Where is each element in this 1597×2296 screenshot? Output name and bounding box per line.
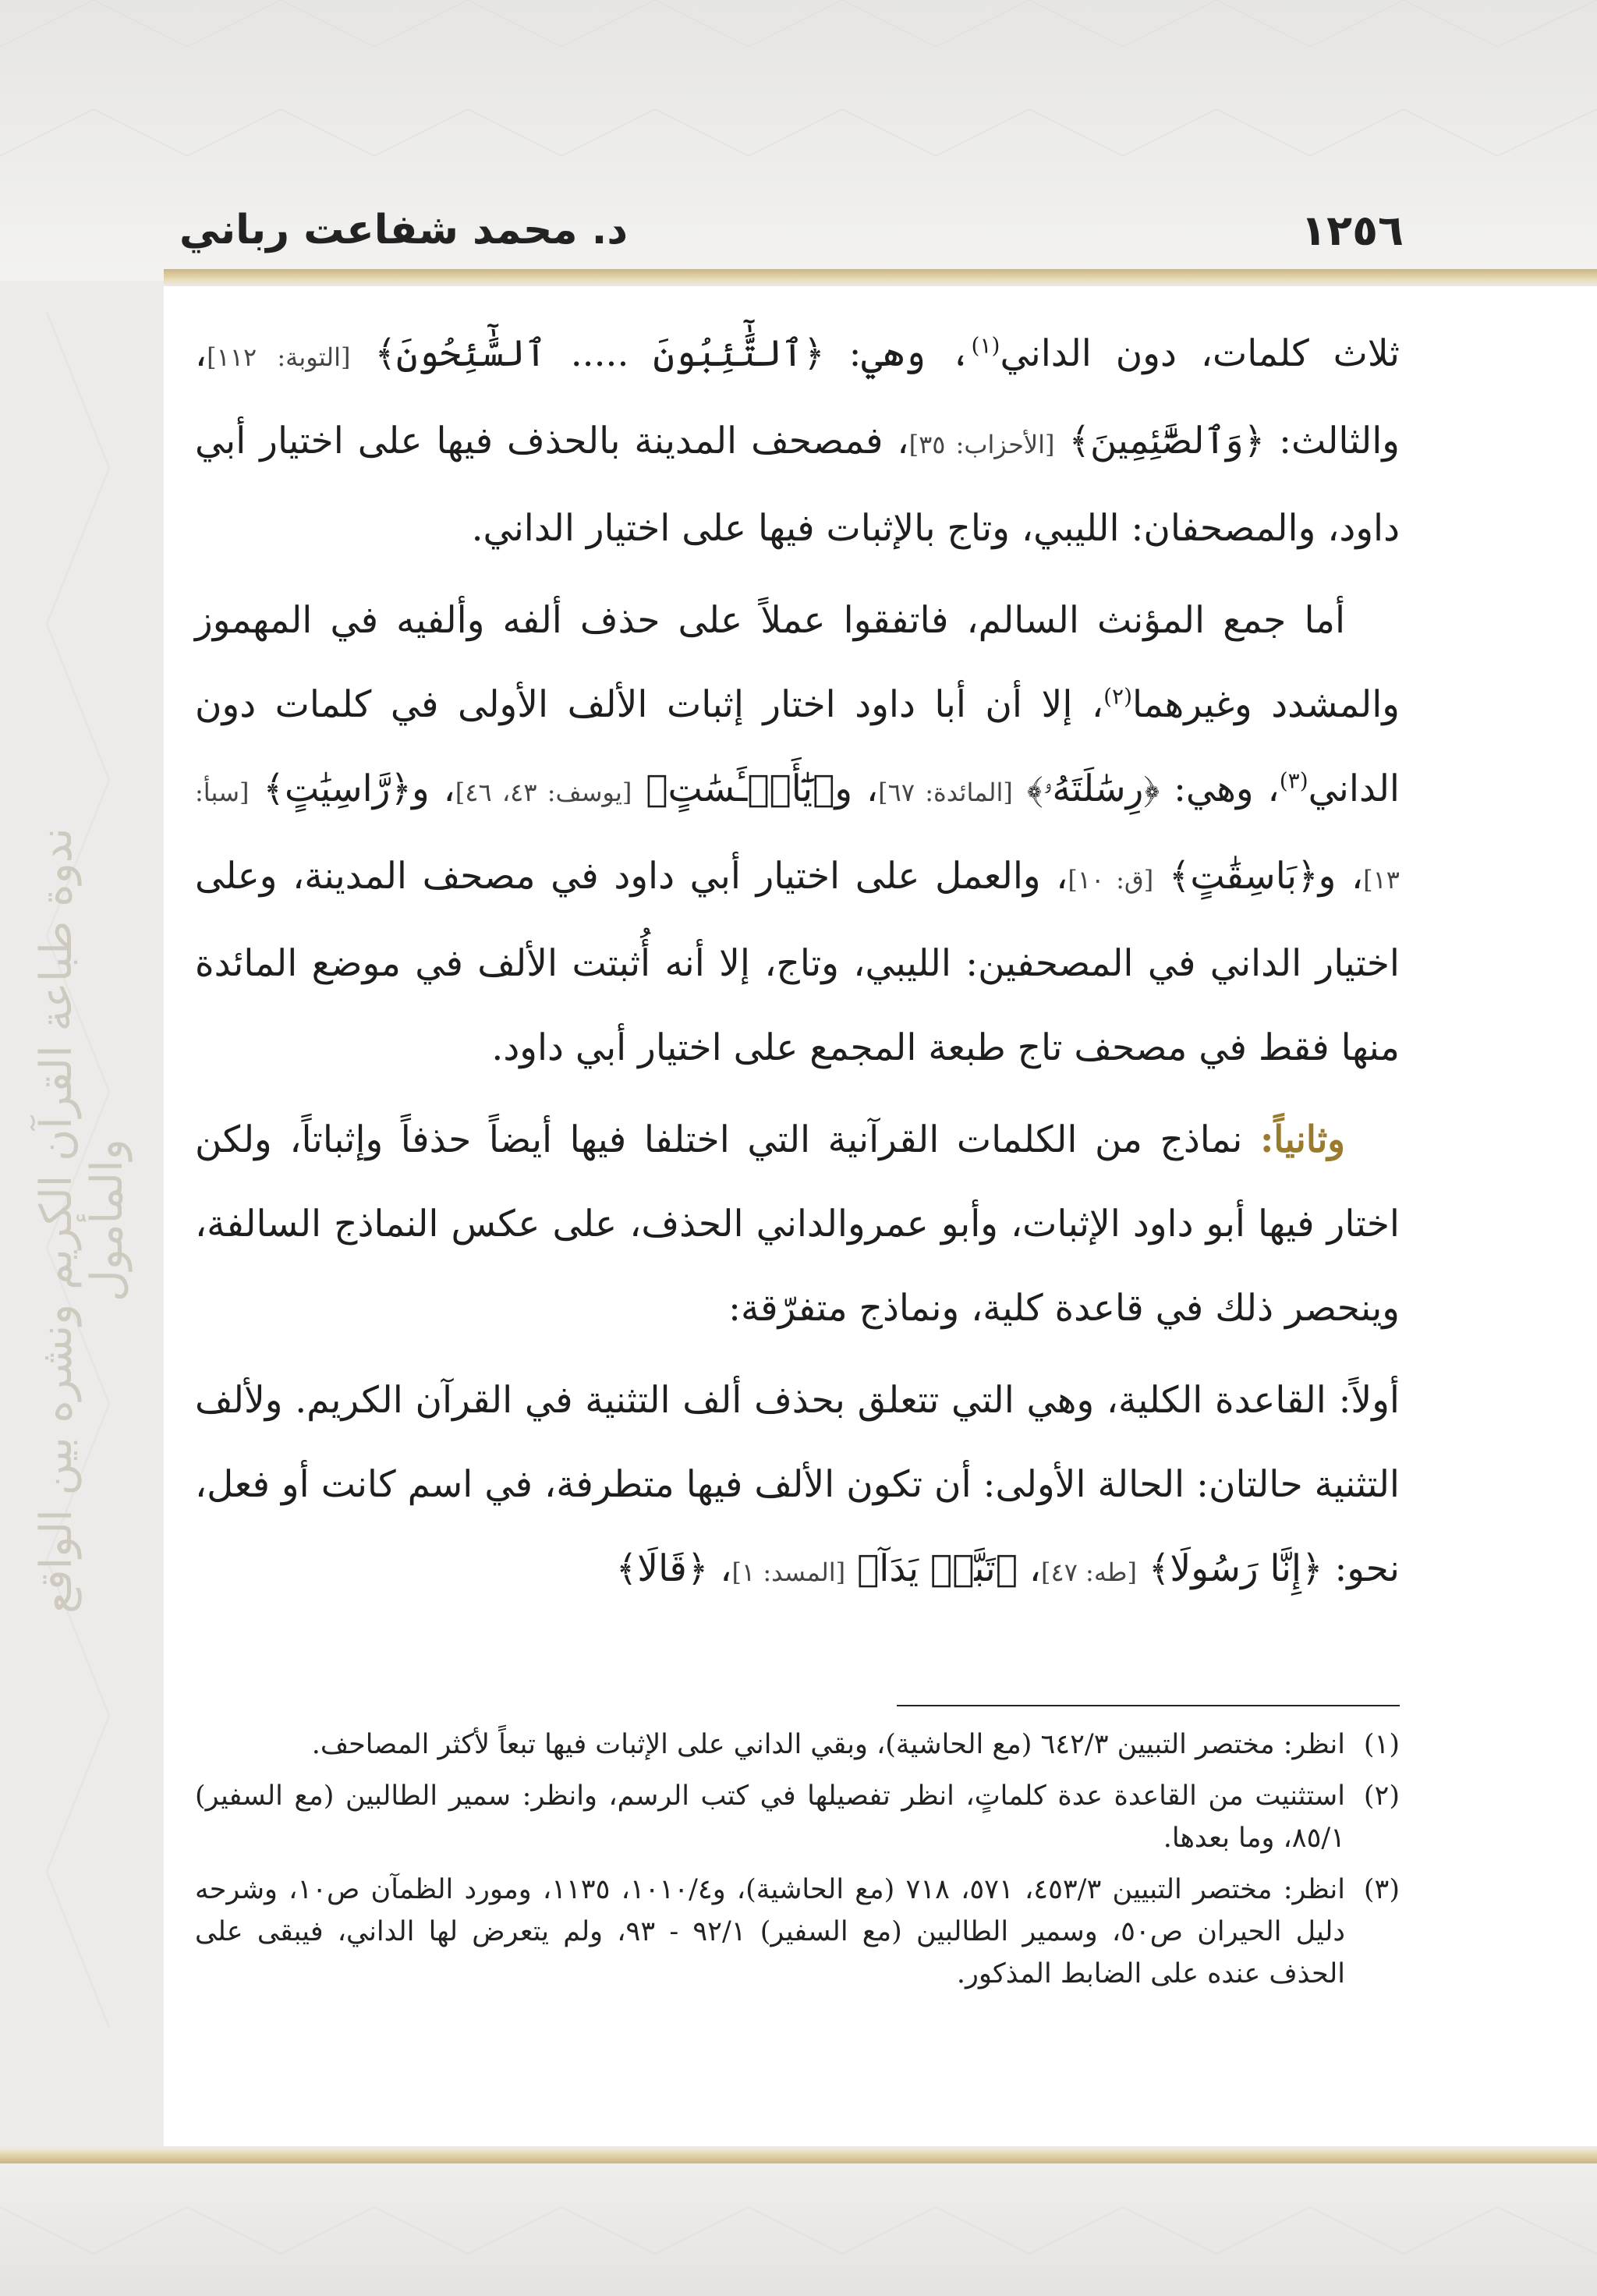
verse-reference: [يوسف: ٤٣، ٤٦] [455,778,632,807]
page-number: ١٢٥٦ [1301,205,1404,255]
footnote [195,1724,1400,1766]
section-lead: وثانياً: [1259,1118,1345,1161]
footnote [195,1869,1400,1995]
paragraph-1: ثلاث كلمات، دون الداني$^{(١)}$، وهي: ﴿ٱلتَّٰٓئِبُونَ ..... ٱلسَّٰٓئِحُونَ﴾ [التوبة: ١١٢]، والثالث: ﴿وَٱلصَّٰٓئِمِينَ﴾ [الأحزاب: ٣٥]، فمصحف المدينة بالحذف فيها على اختيار أبي داود، والمصحفان: الليبي، وتاج بالإثبات فيها على اختيار الداني. [195,332,1400,550]
footnote-ref-3: (٣) [1279,767,1308,794]
verse-reference: [سبأ: ١٣] [195,778,1400,895]
paragraph-4: أولاً: القاعدة الكلية، وهي التي تتعلق بحذف ألف التثنية في القرآن الكريم. ولألف التثنية حالتان: الحالة الأولى: أن تكون الألف فيها متطرفة، في اسم كانت أو فعل، نحو: ﴿إِنَّا رَسُولَا﴾ [طه: ٤٧]، ﴿تَبَّتۡ يَدَآ﴾ [المسد: ١]، ﴿قَالَا﴾ [195,1379,1400,1590]
verse-reference: [ق: ١٠] [1068,865,1154,895]
side-book-title: ندوة طباعة القرآن الكريم ونشره بين الواقع والمأمول [31,827,133,1614]
main-text [195,312,1400,1622]
verse-reference: [طه: ٤٧] [1041,1557,1137,1587]
verse-reference: [المسد: ١] [731,1557,846,1587]
verse-reference: [المائدة: ٦٧] [878,778,1013,807]
footnote-text: انظر: مختصر التبيين ٦٤٢/٣ (مع الحاشية)، وبقي الداني على الإثبات فيها تبعاً لأكثر المصاحف. [311,1729,1345,1760]
author-name: د. محمد شفاعت رباني [179,207,629,253]
footnote [195,1775,1400,1859]
footnote-number: (٢) [1363,1780,1400,1812]
verse-reference: [التوبة: ١١٢] [207,342,351,372]
footnote-divider [897,1705,1400,1706]
paragraph-2: أما جمع المؤنث السالم، فاتفقوا عملاً على حذف ألفه وألفيه في المهموز والمشدد وغيرهما$^{(٢)}$، إلا أن أبا داود اختار إثبات الألف الأولى في كلمات دون الداني$^{(٣)}$، وهي: ﴿رِسَٰلَتَهُۥ﴾ [المائدة: ٦٧]، و﴿يَٰٓأَيۡـَٔسَٰتٍ﴾ [يوسف: ٤٣، ٤٦]، و﴿رَّاسِيَٰتٍ﴾ [سبأ: ١٣]، و﴿بَاسِقَٰتٍ﴾ [ق: ١٠]، والعمل على اختيار أبي داود في مصحف المدينة، وعلى اختيار الداني في المصحفين: الليبي، وتاج، إلا أنه أُثبتت الألف في موضع المائدة منها فقط في مصحف تاج طبعة المجمع على اختيار أبي داود. [195,599,1400,1069]
footnote-ref-1: (١) [971,332,1000,359]
header-gold-band [164,269,1597,286]
running-header [179,195,1404,265]
footnote-ref-2: (٢) [1103,683,1133,710]
footnotes [195,1724,1400,2004]
footnote-number: (١) [1363,1729,1400,1760]
paragraph-3: وثانياً: نماذج من الكلمات القرآنية التي اختلفا فيها أيضاً حذفاً وإثباتاً، ولكن اختار فيها أبو داود الإثبات، وأبو عمروالداني الحذف، على عكس النماذج السالفة، وينحصر ذلك في قاعدة كلية، ونماذج متفرّقة: [195,1118,1400,1330]
verse-reference: [الأحزاب: ٣٥] [908,430,1055,459]
footnote-text: انظر: مختصر التبيين ٤٥٣/٣، ٥٧١، ٧١٨ (مع الحاشية)، و١٠١٠/٤، ١١٣٥، ومورد الظمآن ص١٠، وشرحه دليل الحيران ص٥٠، وسمير الطالبين (مع السفير) ٩٢/١ - ٩٣، ولم يتعرض لها الداني، فيبقى على الحذف عنده على الضابط المذكور. [195,1874,1346,1990]
footer-gold-band [0,2146,1597,2163]
footnote-text: استثنيت من القاعدة عدة كلماتٍ، انظر تفصيلها في كتب الرسم، وانظر: سمير الطالبين (مع السفير) ٨٥/١، وما بعدها. [195,1780,1345,1854]
footnote-number: (٣) [1363,1874,1400,1905]
